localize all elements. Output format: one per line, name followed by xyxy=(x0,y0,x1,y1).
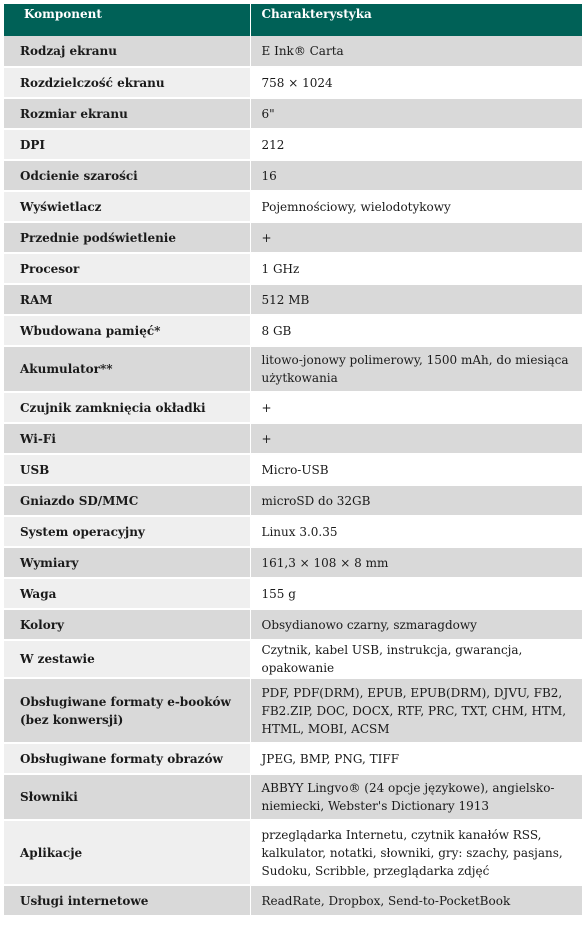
table-header-row xyxy=(4,4,582,36)
table-row xyxy=(4,284,582,315)
spec-name: Rodzaj ekranu xyxy=(4,36,250,67)
spec-value: 16 xyxy=(250,160,582,191)
spec-value: 758 × 1024 xyxy=(250,67,582,98)
spec-value: 1 GHz xyxy=(250,253,582,284)
spec-value: 8 GB xyxy=(250,315,582,346)
spec-table xyxy=(4,4,582,917)
table-row xyxy=(4,578,582,609)
table-row xyxy=(4,885,582,916)
table-row xyxy=(4,423,582,454)
table-row xyxy=(4,640,582,678)
table-row xyxy=(4,820,582,885)
table-row xyxy=(4,160,582,191)
spec-value: PDF, PDF(DRM), EPUB, EPUB(DRM), DJVU, FB2, FB2.ZIP, DOC, DOCX, RTF, PRC, TXT, CHM, HTM, HTML, MOBI, ACSM xyxy=(250,678,582,743)
spec-name: W zestawie xyxy=(4,640,250,678)
table-row xyxy=(4,36,582,67)
spec-name: System operacyjny xyxy=(4,516,250,547)
spec-name: Wymiary xyxy=(4,547,250,578)
spec-value: ABBYY Lingvo® (24 opcje językowe), angielsko-niemiecki, Webster's Dictionary 1913 xyxy=(250,774,582,820)
spec-value: Czytnik, kabel USB, instrukcja, gwarancja, opakowanie xyxy=(250,640,582,678)
table-row xyxy=(4,191,582,222)
table-row xyxy=(4,346,582,392)
spec-value: E Ink® Carta xyxy=(250,36,582,67)
spec-value: 161,3 × 108 × 8 mm xyxy=(250,547,582,578)
table-row xyxy=(4,485,582,516)
header-characteristic: Charakterystyka xyxy=(250,4,582,36)
header-component: Komponent xyxy=(4,4,250,36)
table-row xyxy=(4,222,582,253)
spec-name: Odcienie szarości xyxy=(4,160,250,191)
table-row xyxy=(4,253,582,284)
spec-value: Pojemnościowy, wielodotykowy xyxy=(250,191,582,222)
table-row xyxy=(4,774,582,820)
spec-name: Przednie podświetlenie xyxy=(4,222,250,253)
spec-name: Wyświetlacz xyxy=(4,191,250,222)
table-row xyxy=(4,98,582,129)
table-row xyxy=(4,392,582,423)
spec-name: Obsługiwane formaty obrazów xyxy=(4,743,250,774)
spec-value: + xyxy=(250,222,582,253)
spec-name: DPI xyxy=(4,129,250,160)
spec-value: Micro-USB xyxy=(250,454,582,485)
spec-value: Linux 3.0.35 xyxy=(250,516,582,547)
table-row xyxy=(4,743,582,774)
spec-name: Usługi internetowe xyxy=(4,885,250,916)
spec-name: Rozdzielczość ekranu xyxy=(4,67,250,98)
spec-value: litowo-jonowy polimerowy, 1500 mAh, do miesiąca użytkowania xyxy=(250,346,582,392)
spec-name: Kolory xyxy=(4,609,250,640)
spec-value: 212 xyxy=(250,129,582,160)
spec-value: 6" xyxy=(250,98,582,129)
table-row xyxy=(4,129,582,160)
table-row xyxy=(4,547,582,578)
table-row xyxy=(4,516,582,547)
spec-name: Akumulator** xyxy=(4,346,250,392)
table-row xyxy=(4,609,582,640)
spec-value: + xyxy=(250,392,582,423)
spec-name: Wi-Fi xyxy=(4,423,250,454)
spec-name: Obsługiwane formaty e-booków (bez konwersji) xyxy=(4,678,250,743)
spec-name: Czujnik zamknięcia okładki xyxy=(4,392,250,423)
spec-value: 155 g xyxy=(250,578,582,609)
spec-name: Aplikacje xyxy=(4,820,250,885)
spec-name: Waga xyxy=(4,578,250,609)
spec-name: RAM xyxy=(4,284,250,315)
table-row xyxy=(4,67,582,98)
spec-value: + xyxy=(250,423,582,454)
spec-value: przeglądarka Internetu, czytnik kanałów RSS, kalkulator, notatki, słowniki, gry: szachy, pasjans, Sudoku, Scribble, przeglądarka zdjęć xyxy=(250,820,582,885)
spec-value: JPEG, BMP, PNG, TIFF xyxy=(250,743,582,774)
spec-name: Słowniki xyxy=(4,774,250,820)
spec-value: ReadRate, Dropbox, Send-to-PocketBook xyxy=(250,885,582,916)
spec-name: Procesor xyxy=(4,253,250,284)
table-row xyxy=(4,454,582,485)
table-row xyxy=(4,315,582,346)
table-row xyxy=(4,678,582,743)
spec-value: 512 MB xyxy=(250,284,582,315)
spec-name: Rozmiar ekranu xyxy=(4,98,250,129)
spec-name: Wbudowana pamięć* xyxy=(4,315,250,346)
spec-name: USB xyxy=(4,454,250,485)
spec-name: Gniazdo SD/MMC xyxy=(4,485,250,516)
spec-value: Obsydianowo czarny, szmaragdowy xyxy=(250,609,582,640)
spec-value: microSD do 32GB xyxy=(250,485,582,516)
